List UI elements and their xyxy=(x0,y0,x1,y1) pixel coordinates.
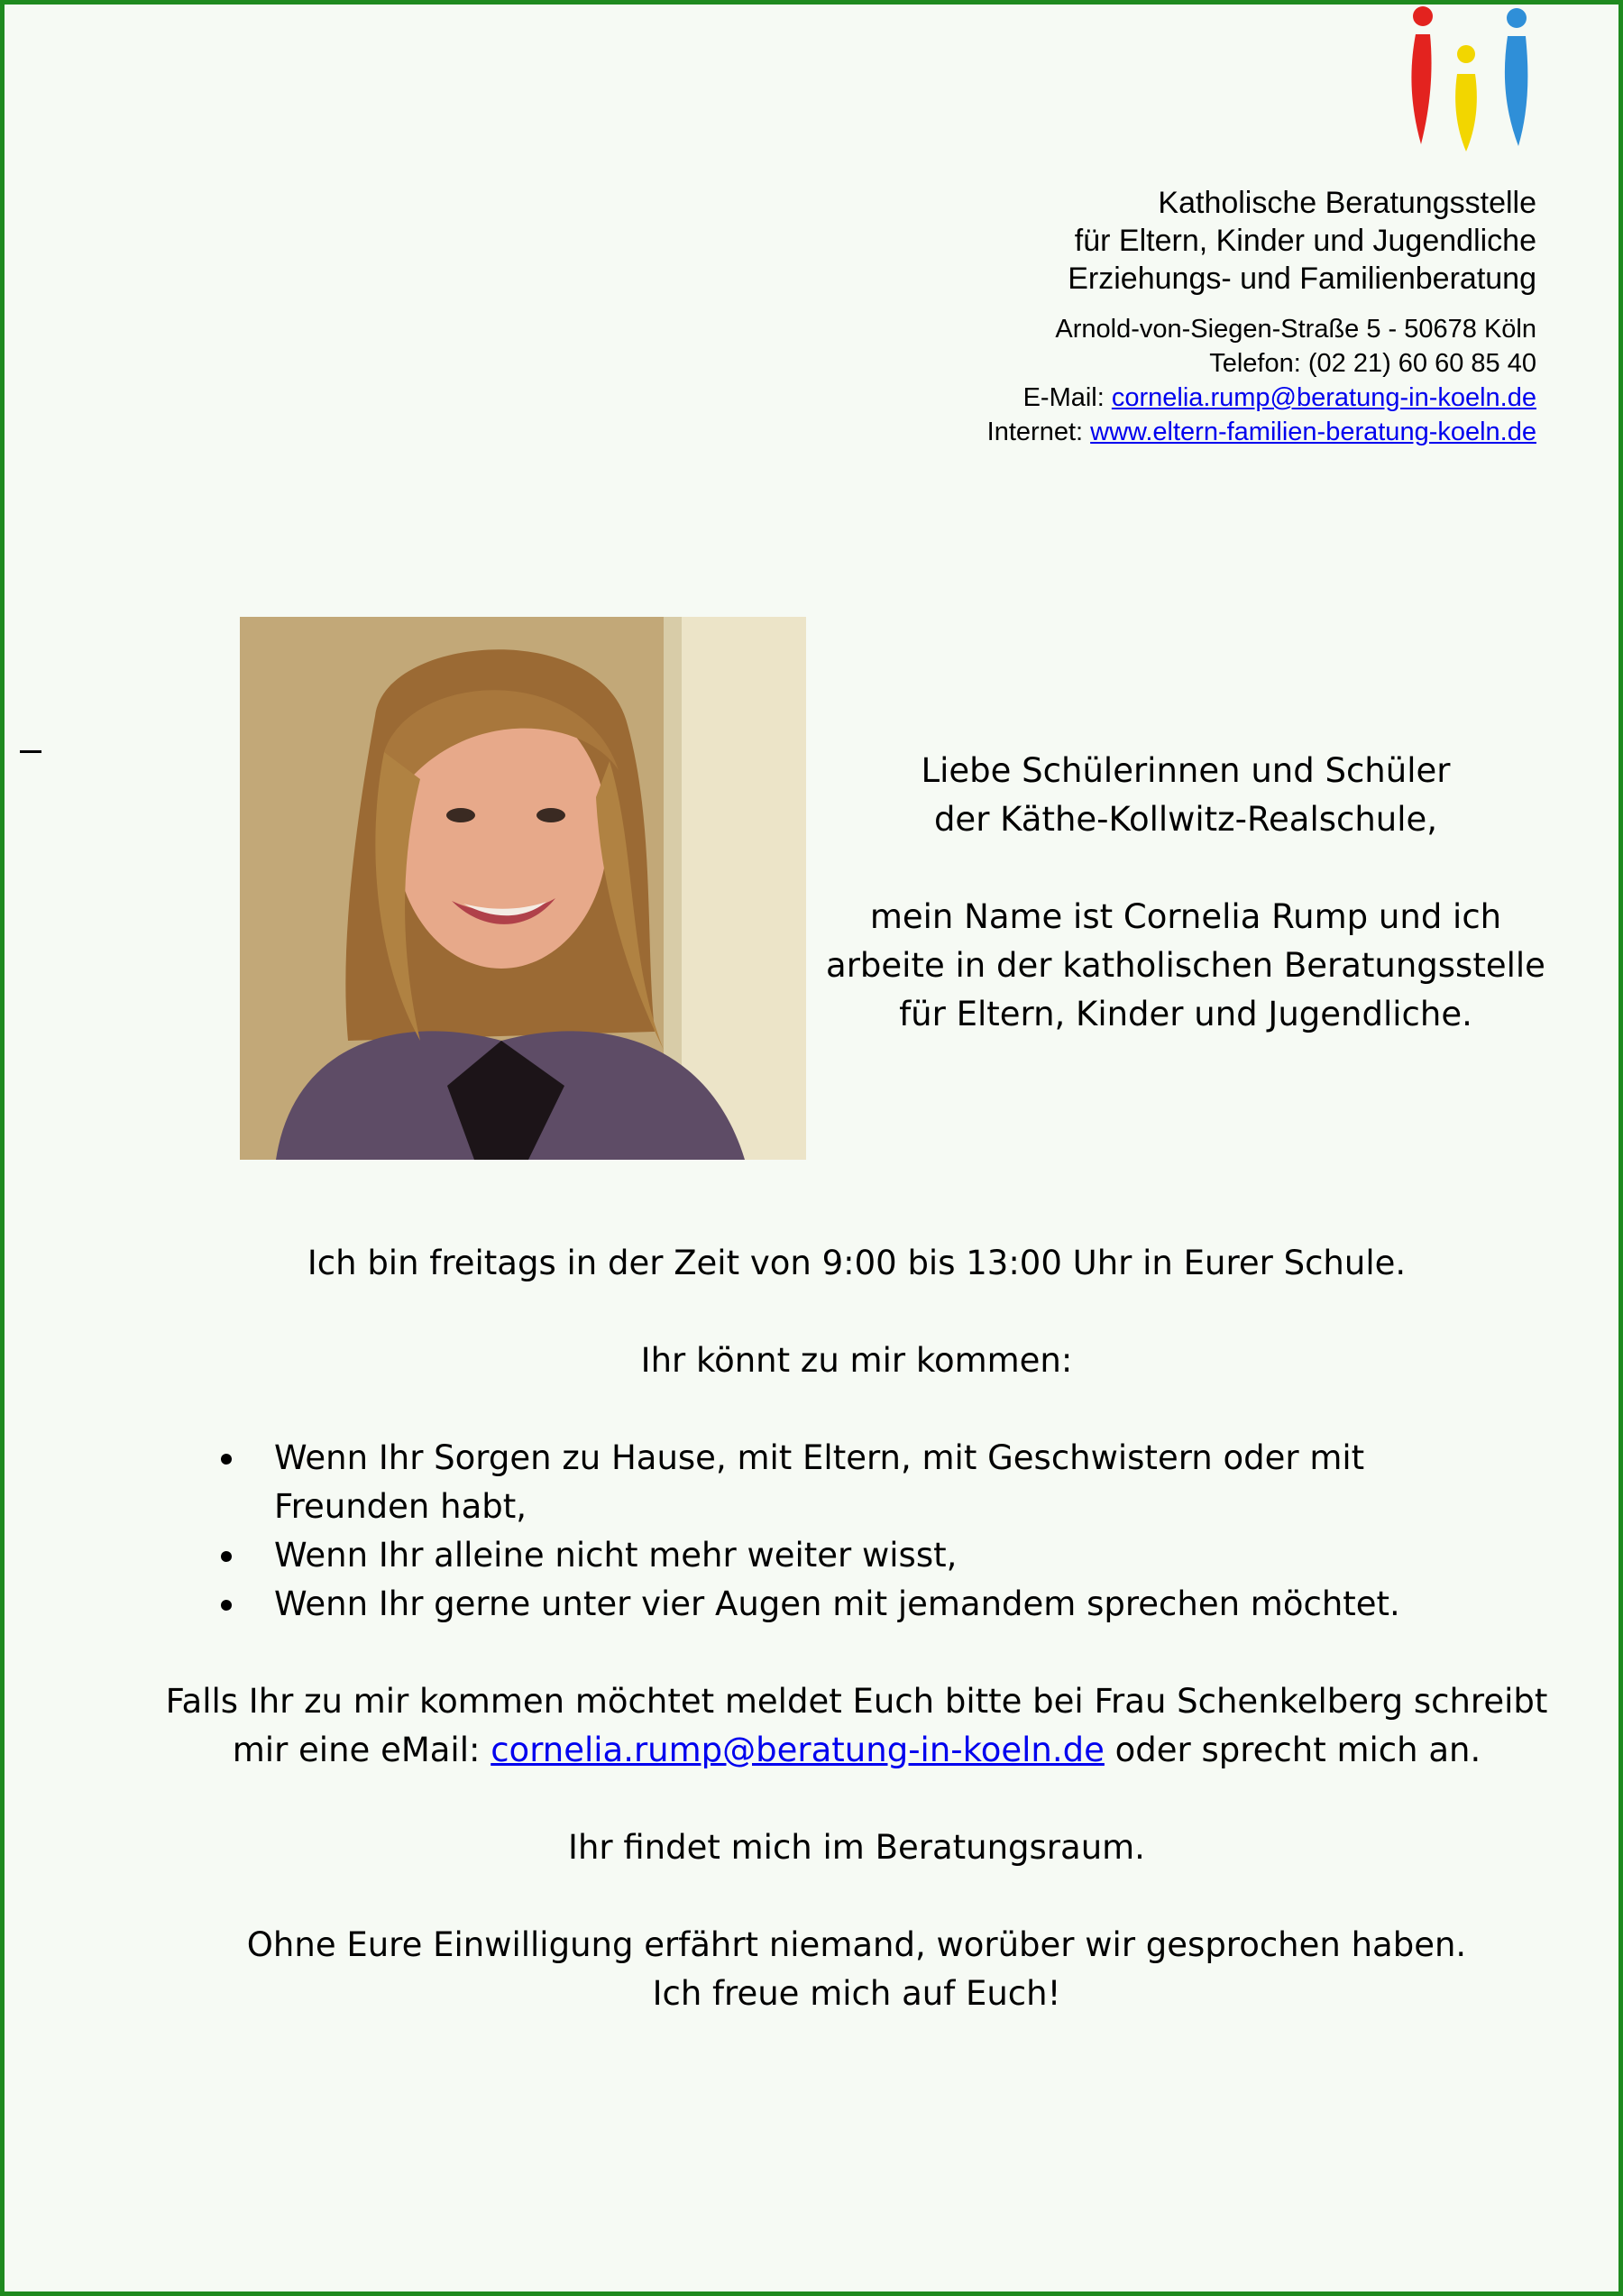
privacy-text: Ohne Eure Einwilligung erfährt niemand, worüber wir gesprochen haben. xyxy=(246,1925,1467,1964)
header-email-link[interactable]: cornelia.rump@beratung-in-koeln.de xyxy=(1111,383,1536,412)
email-line xyxy=(725,381,1536,415)
list-item-text: Wenn Ihr gerne unter vier Augen mit jemandem sprechen möchtet. xyxy=(274,1584,1400,1623)
come-intro-text: Ihr könnt zu mir kommen: xyxy=(640,1341,1073,1380)
list-item xyxy=(162,1580,1551,1629)
intro-text xyxy=(821,747,1551,1039)
internet-label: Internet: xyxy=(986,418,1091,446)
logo-yellow-head xyxy=(1457,45,1475,63)
org-name-line-1: Katholische Beratungsstelle xyxy=(1158,186,1536,220)
contact-email-link[interactable]: cornelia.rump@beratung-in-koeln.de xyxy=(491,1731,1105,1769)
dash-mark xyxy=(20,750,41,753)
list-item xyxy=(162,1434,1551,1531)
logo-icon xyxy=(1403,0,1538,153)
org-name-line-3: Erziehungs- und Familienberatung xyxy=(1068,262,1536,296)
schedule-text: Ich bin freitags in der Zeit von 9:00 bis 13:00 Uhr in Eurer Schule. xyxy=(307,1244,1407,1282)
photo-eye-left xyxy=(446,808,475,822)
org-name-line-2: für Eltern, Kinder und Jugendliche xyxy=(1074,224,1536,258)
logo-yellow-body xyxy=(1455,74,1477,152)
phone-line: Telefon: (02 21) 60 60 85 40 xyxy=(1209,349,1536,378)
list-item xyxy=(162,1531,1551,1580)
contact-pre-text: mir eine eMail: xyxy=(232,1731,491,1769)
contact-line-2 xyxy=(162,1726,1551,1775)
address-block xyxy=(725,312,1536,449)
photo-eye-right xyxy=(536,808,565,822)
logo-red-body xyxy=(1411,34,1431,144)
greeting-line-2: der Käthe-Kollwitz-Realschule, xyxy=(933,800,1438,839)
greeting-line-1: Liebe Schülerinnen und Schüler xyxy=(921,751,1451,790)
contact-line-1: Falls Ihr zu mir kommen möchtet meldet Euch bitte bei Frau Schenkelberg schreibt xyxy=(165,1682,1548,1721)
internet-line xyxy=(725,415,1536,449)
email-label: E-Mail: xyxy=(1022,383,1112,412)
main-content xyxy=(162,1239,1551,2018)
logo-blue-body xyxy=(1505,36,1528,146)
intro-line-2: arbeite in der katholischen Beratungsstelle xyxy=(826,946,1545,985)
bullet-icon xyxy=(221,1454,232,1465)
logo-red-head xyxy=(1413,6,1433,26)
address-line: Arnold-von-Siegen-Straße 5 - 50678 Köln xyxy=(1055,315,1536,344)
contact-post-text: oder sprecht mich an. xyxy=(1104,1731,1481,1769)
header-internet-link[interactable]: www.eltern-familien-beratung-koeln.de xyxy=(1090,418,1536,446)
bullet-icon xyxy=(221,1551,232,1562)
bullet-icon xyxy=(221,1600,232,1611)
logo-blue-head xyxy=(1507,8,1527,28)
portrait-photo xyxy=(240,617,806,1160)
closing-text: Ich freue mich auf Euch! xyxy=(652,1974,1061,2013)
intro-line-3: für Eltern, Kinder und Jugendliche. xyxy=(899,995,1472,1033)
intro-line-1: mein Name ist Cornelia Rump und ich xyxy=(869,897,1502,936)
reasons-list xyxy=(162,1434,1551,1629)
list-item-text: Wenn Ihr alleine nicht mehr weiter wisst, xyxy=(274,1536,958,1575)
list-item-text: Wenn Ihr Sorgen zu Hause, mit Eltern, mit Geschwistern oder mit Freunden habt, xyxy=(274,1438,1365,1526)
room-text: Ihr findet mich im Beratungsraum. xyxy=(568,1828,1145,1867)
header xyxy=(725,184,1536,449)
